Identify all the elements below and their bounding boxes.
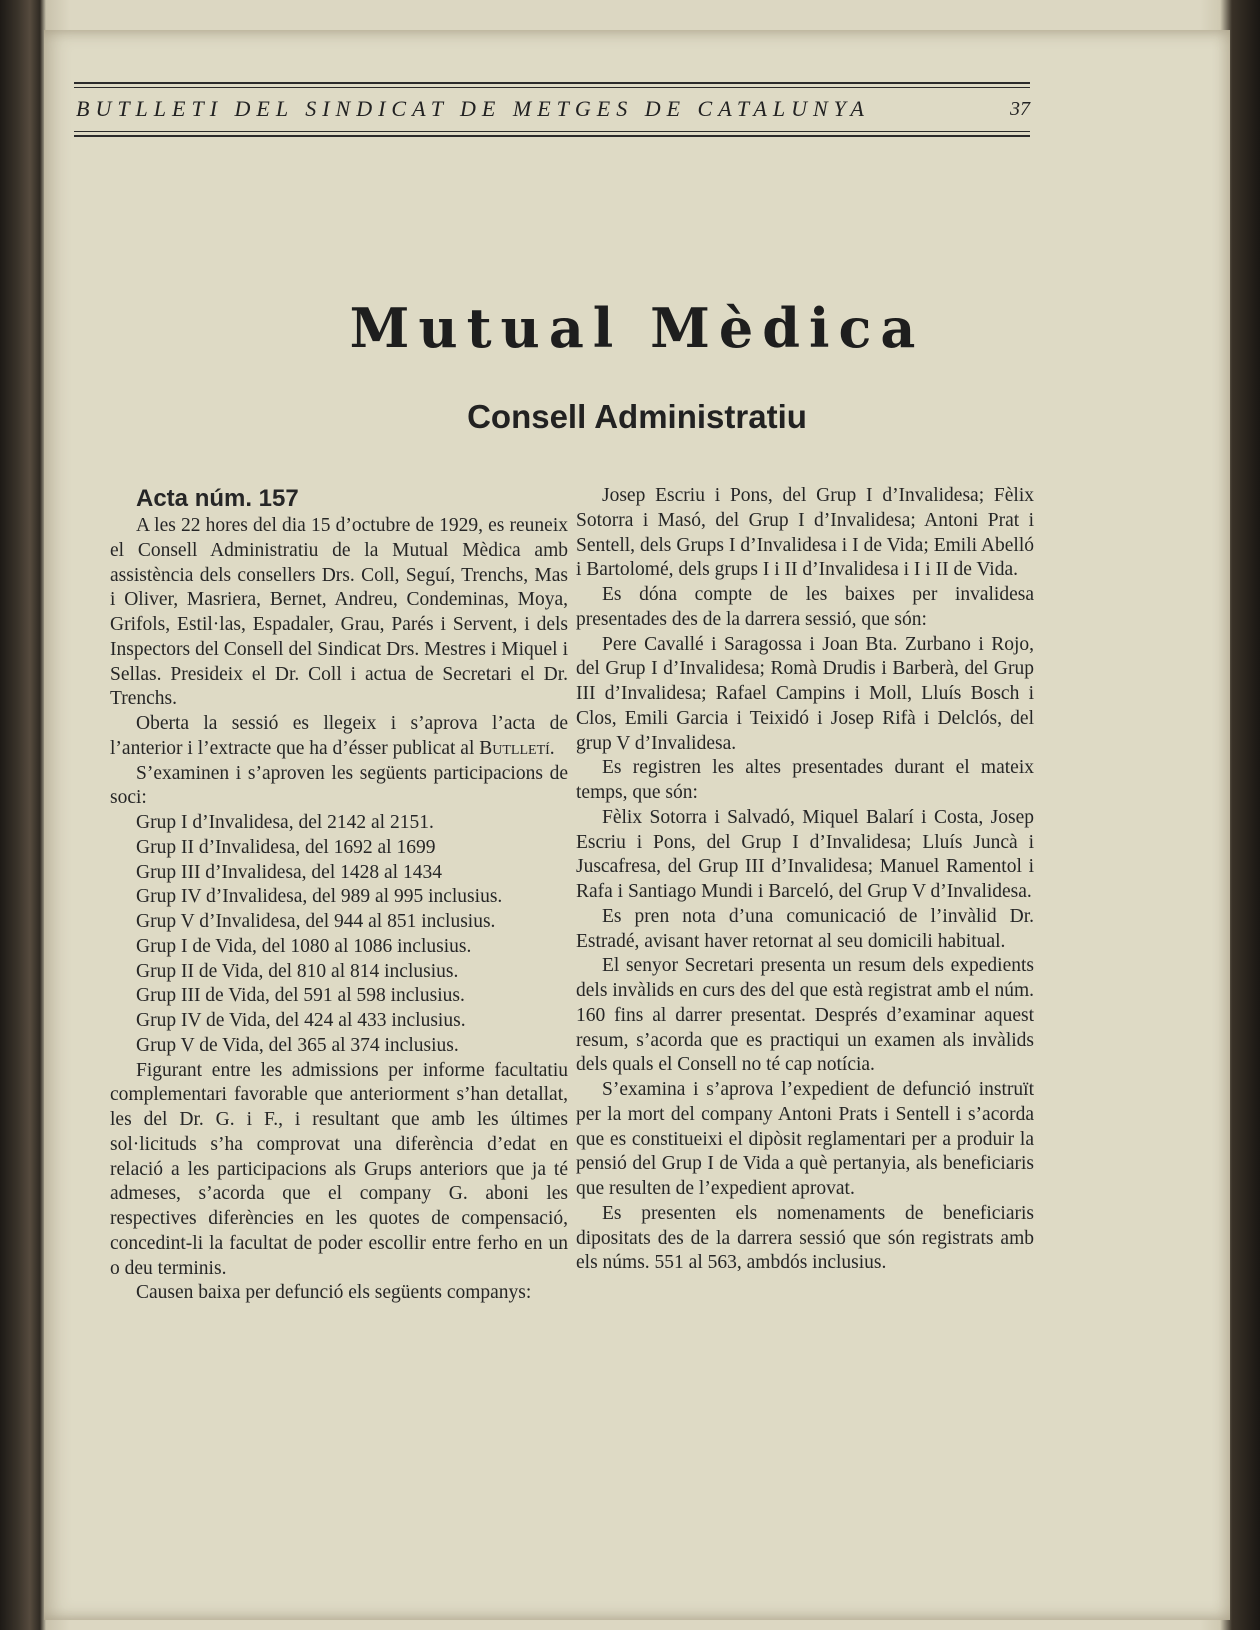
left-column <box>110 484 568 1306</box>
list-item: Grup V de Vida, del 365 al 374 inclusius. <box>136 1034 459 1056</box>
header-rule-bottom <box>74 135 1030 137</box>
paragraph: S’examinen i s’aproven les següents participacions de soci: <box>110 762 568 809</box>
right-column <box>576 484 1034 1276</box>
header-rule-top <box>74 82 1030 84</box>
paragraph: Es dóna compte de les baixes per invalidesa presentades des de la darrera sessió, que són: <box>576 584 1034 630</box>
header-rule-bottom-thin <box>74 131 1030 132</box>
paragraph: Fèlix Sotorra i Salvadó, Miquel Balarí i Costa, Josep Escriu i Pons, del Grup I d’Invalidesa; Lluís Juncà i Juscafresa, del Grup III d’Invalidesa; Manuel Ramentol i Rafa i Santiago Mundi i Barceló, del Grup V d’Invalidesa. <box>576 806 1034 902</box>
list-item: Grup II d’Invalidesa, del 1692 al 1699 <box>136 836 436 858</box>
running-head-line <box>74 88 1030 128</box>
bulletin-name: Butlletí. <box>479 737 555 759</box>
paragraph: Causen baixa per defunció els següents companys: <box>136 1282 532 1304</box>
paragraph: S’examina i s’aprova l’expedient de defunció instruït per la mort del company Antoni Prats i Sentell i s’acorda que es constitueixi el dipòsit reglamentari per a produir la pensió del Grup I de Vida a què pertanyia, als beneficiaris que resulten de l’expedient aprovat. <box>576 1079 1034 1199</box>
list-item: Grup II de Vida, del 810 al 814 inclusius. <box>136 960 459 982</box>
running-header <box>74 82 1030 137</box>
list-item: Grup IV d’Invalidesa, del 989 al 995 inclusius. <box>136 886 503 908</box>
list-item: Grup IV de Vida, del 424 al 433 inclusius. <box>136 1010 466 1031</box>
paragraph: Es registren les altes presentades durant el mateix temps, que són: <box>576 757 1034 803</box>
list-item: Grup V d’Invalidesa, del 944 al 851 inclusius. <box>136 911 496 932</box>
paragraph: Es presenten els nomenaments de beneficiaris dipositats des de la darrera sessió que són registrats amb els núms. 551 al 563, ambdós inclusius. <box>576 1202 1034 1274</box>
paragraph: Josep Escriu i Pons, del Grup I d’Invalidesa; Fèlix Sotorra i Masó, del Grup I d’Invalidesa; Antoni Prat i Sentell, dels Grups I d’Invalidesa i I de Vida; Emili Abelló i Bartolomé, dels grups I i II d’Invalidesa i I i II de Vida. <box>576 485 1034 581</box>
running-title: BUTLLETI DEL SINDICAT DE METGES DE CATALUNYA <box>76 96 870 121</box>
list-item: Grup III de Vida, del 591 al 598 inclusius. <box>136 985 465 1007</box>
list-item: Grup III d’Invalidesa, del 1428 al 1434 <box>136 861 442 883</box>
paragraph: A les 22 hores del dia 15 d’octubre de 1929, es reuneix el Consell Administratiu de la Mutual Mèdica amb assistència dels consellers Drs. Coll, Seguí, Trenchs, Mas i Oliver, Masriera, Bernet, Andreu, Condeminas, Moya, Grifols, Estil·las, Espadaler, Grau, Parés i Servent, i dels Inspectors del Consell del Sindicat Drs. Mestres i Miquel i Sellas. Presideix el Dr. Coll i actua de Secretari el Dr. Trenchs. <box>110 515 568 710</box>
section-heading: Acta núm. 157 <box>136 485 299 512</box>
paragraph: Es pren nota d’una comunicació de l’invàlid Dr. Estradé, avisant haver retornat al seu domicili habitual. <box>576 905 1034 952</box>
paragraph: Pere Cavallé i Saragossa i Joan Bta. Zurbano i Rojo, del Grup I d’Invalidesa; Romà Drudis i Barberà, del Grup III d’Invalidesa; Rafael Campins i Moll, Lluís Bosch i Clos, Emili Garcia i Teixidó i Josep Rifà i Delclós, del grup V d’Invalidesa. <box>576 633 1034 754</box>
paragraph-text: Oberta la sessió es llegeix i s’aprova l’acta de l’anterior i l’extracte que ha d’ésser publicat al <box>110 713 568 759</box>
list-item: Grup I de Vida, del 1080 al 1086 inclusius. <box>136 935 472 957</box>
paragraph <box>110 712 568 762</box>
article-title: Mutual Mèdica <box>349 296 925 360</box>
paragraph: Figurant entre les admissions per informe facultatiu complementari favorable que anteriorment s’han detallat, les del Dr. G. i F., i resultant que amb les últimes sol·licituds s’ha comprovat una diferència d’edat en relació a les participacions als Grups anteriors que ja té admeses, s’acorda que el company G. aboni les respectives diferències en les quotes de compensació, concedint-li la facultat de poder escollir entre ferho en un o deu terminis. <box>110 1059 568 1279</box>
list-item: Grup I d’Invalidesa, del 2142 al 2151. <box>136 812 434 833</box>
page-number: 37 <box>1010 97 1030 120</box>
paragraph: El senyor Secretari presenta un resum dels expedients dels invàlids en curs des del que està registrat amb el núm. 160 fins al darrer presentat. Després d’examinar aquest resum, s’acorda que es practiqui un examen als invàlids dels quals el Consell no té cap notícia. <box>576 955 1034 1076</box>
article-subtitle: Consell Administratiu <box>467 398 807 435</box>
